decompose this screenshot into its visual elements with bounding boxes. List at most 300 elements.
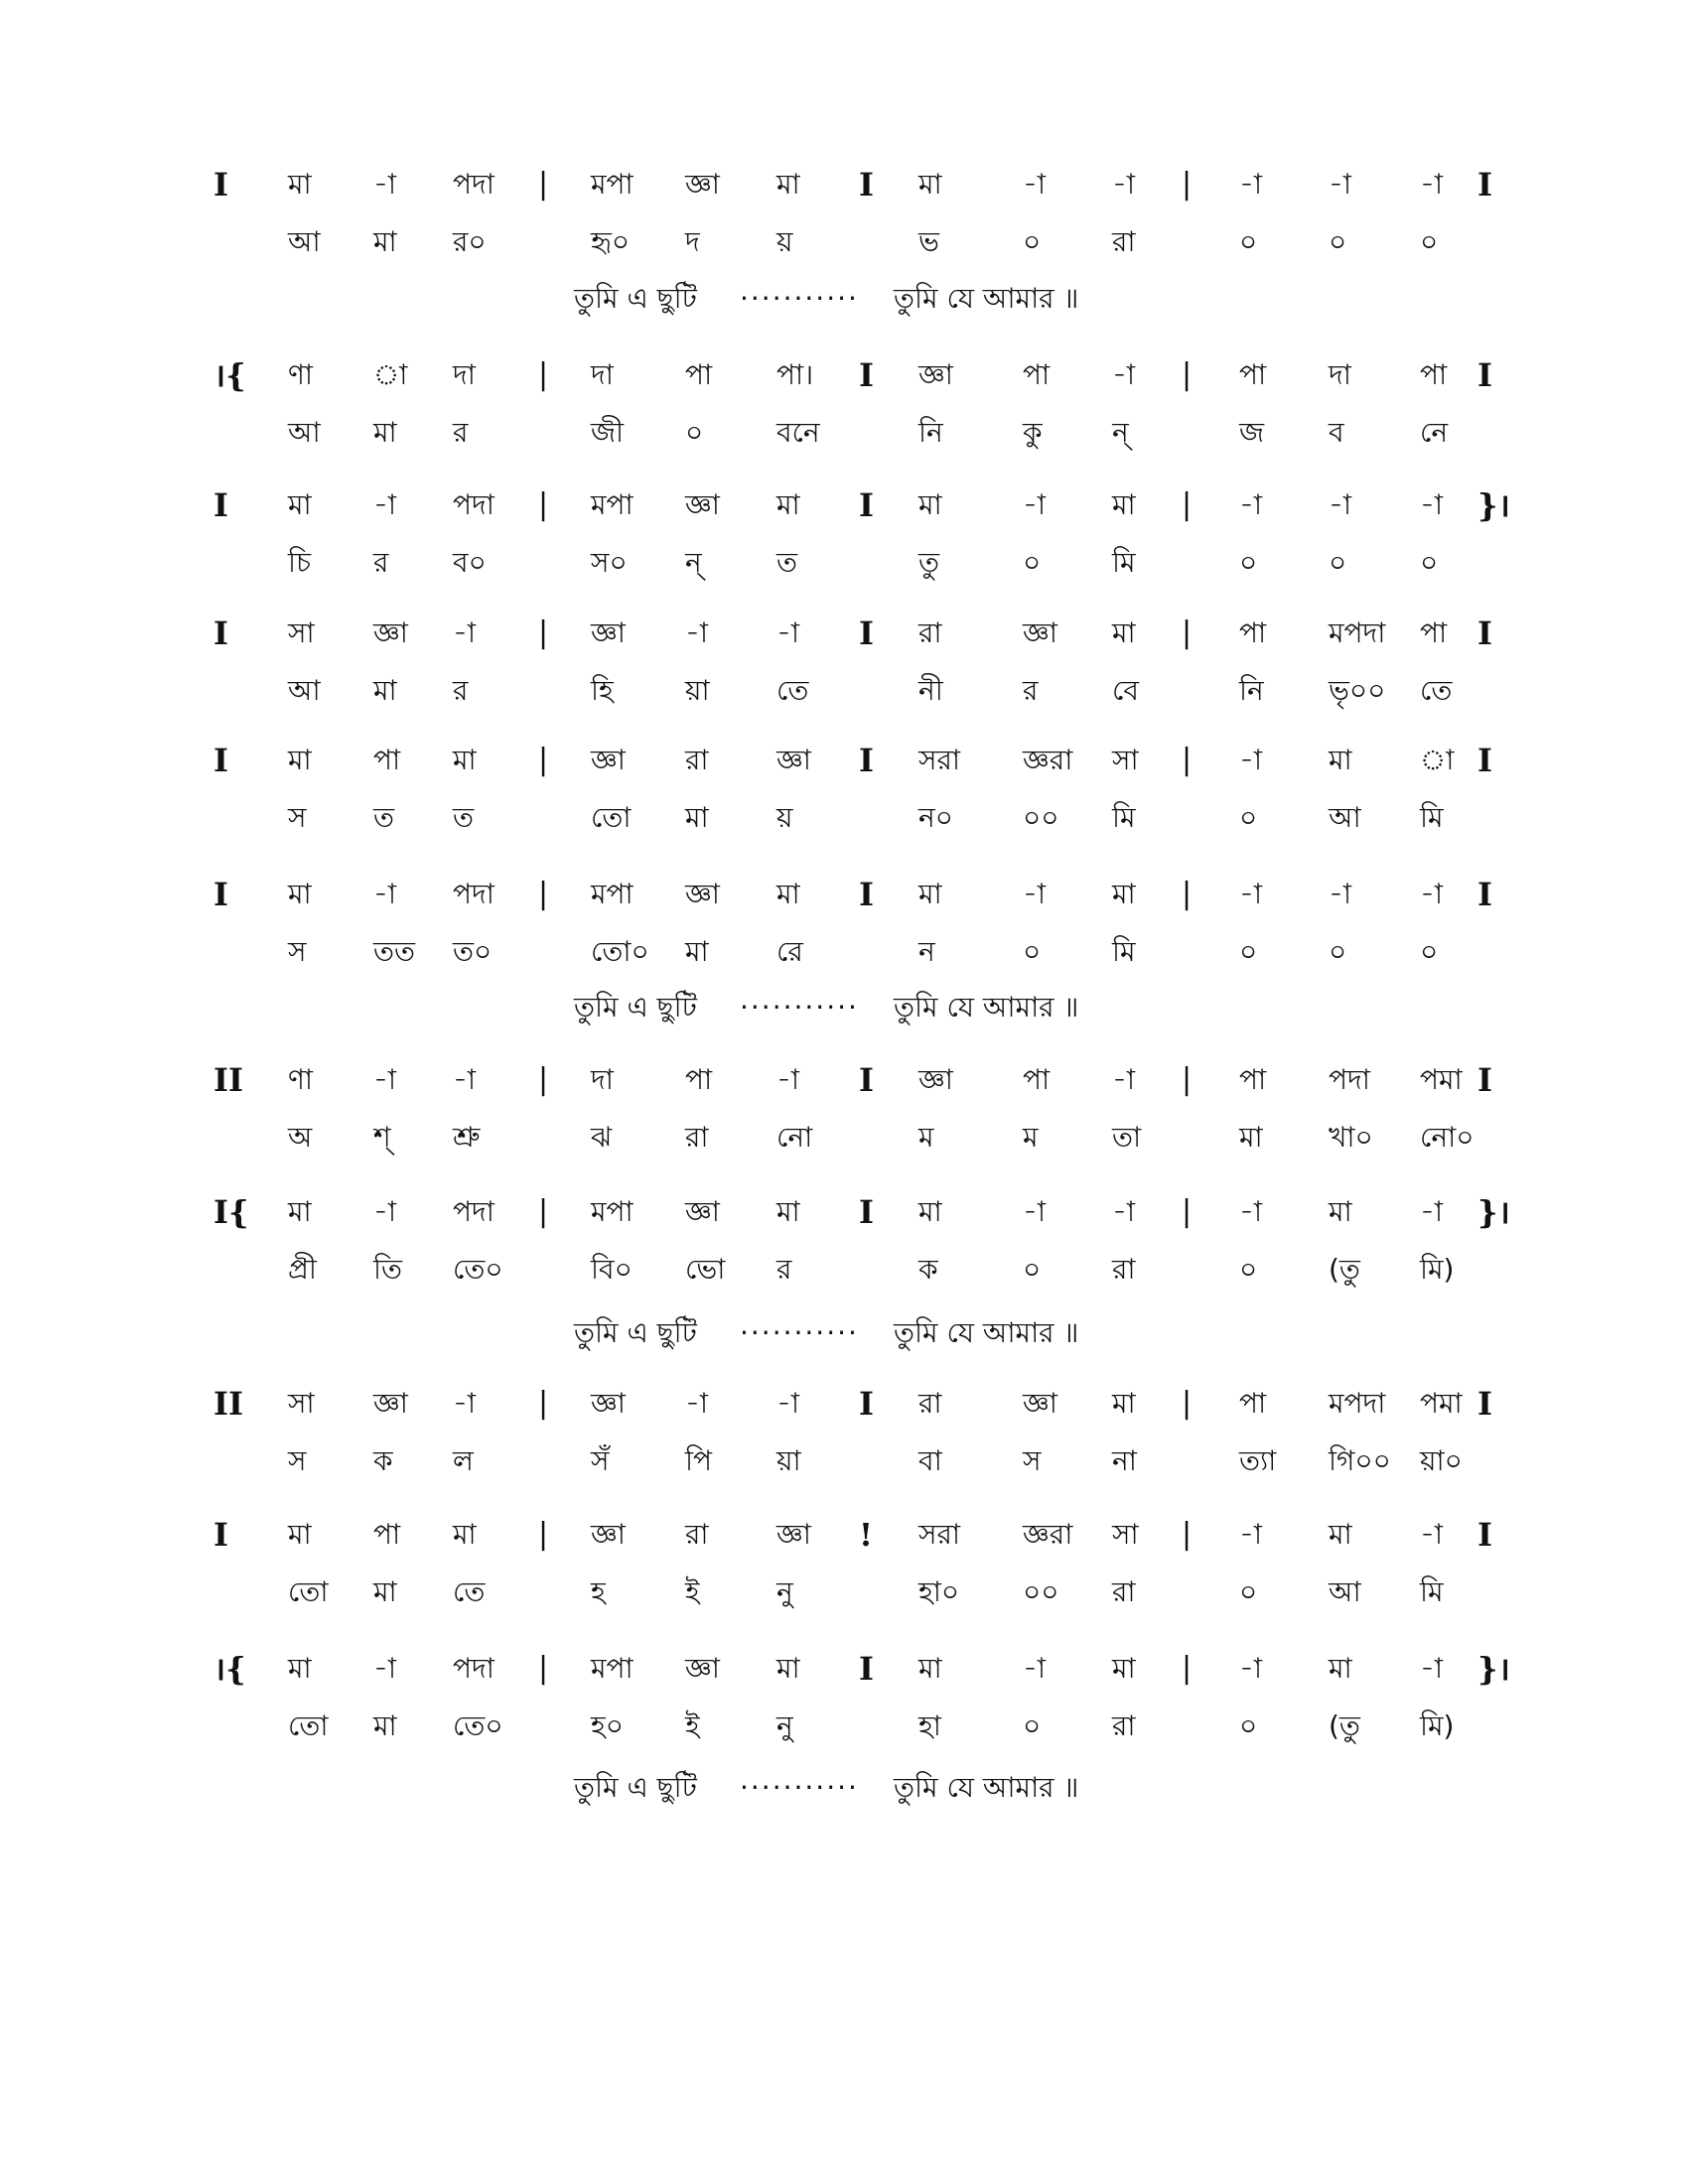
- lyric-syllable: মি: [1112, 935, 1136, 968]
- measure-bar: I: [859, 1650, 874, 1688]
- swara-note: মা: [776, 488, 800, 521]
- swara-note: পা: [1420, 358, 1448, 391]
- swara-note: -া: [453, 616, 477, 649]
- swara-note: -া: [1329, 168, 1352, 201]
- beat-divider: |: [538, 1651, 549, 1686]
- lyric-syllable: মি: [1420, 1575, 1444, 1608]
- lyric-syllable: তি: [373, 1253, 403, 1286]
- swara-note: জ্ঞা: [685, 1652, 720, 1685]
- lyric-syllable: ০: [1023, 1709, 1042, 1742]
- swara-note: পা: [685, 1063, 713, 1096]
- lyric-syllable: ০: [1239, 801, 1258, 834]
- beat-divider: |: [1182, 167, 1193, 202]
- swara-row: [0, 608, 1688, 659]
- lyric-syllable: ০: [1023, 225, 1042, 258]
- refrain-line: [0, 1308, 1688, 1358]
- lyric-syllable: ০: [1239, 1253, 1258, 1286]
- measure-bar: I: [859, 1385, 874, 1423]
- beat-divider: |: [538, 1194, 549, 1229]
- swara-note: সরা: [918, 1518, 961, 1551]
- lyric-syllable: শ্: [373, 1121, 391, 1154]
- lyric-syllable: ০: [1420, 935, 1439, 968]
- lyric-syllable: চি: [288, 546, 312, 579]
- lyric-syllable: নী: [918, 674, 943, 707]
- lyric-syllable: হা০: [918, 1575, 960, 1608]
- swara-note: -া: [373, 488, 397, 521]
- lyric-syllable: তো: [591, 801, 632, 834]
- lyric-syllable: মা: [373, 225, 397, 258]
- swara-note: মা: [776, 878, 800, 910]
- lyric-syllable: তে: [453, 1575, 486, 1608]
- swara-note: মপদা: [1329, 1387, 1386, 1420]
- swara-note: -া: [1420, 878, 1444, 910]
- swara-note: মা: [453, 744, 477, 776]
- lyric-syllable: নি: [1239, 674, 1264, 707]
- swara-row: [0, 1643, 1688, 1695]
- lyric-row: [0, 1567, 1688, 1618]
- measure-bar: I: [859, 486, 874, 524]
- start-marker: I: [213, 486, 228, 524]
- swara-note: মা: [918, 168, 942, 201]
- swara-note: -া: [1112, 358, 1136, 391]
- swara-note: সা: [288, 616, 315, 649]
- lyric-syllable: তো: [288, 1575, 329, 1608]
- lyric-syllable: আ: [288, 674, 321, 707]
- lyric-syllable: আ: [288, 416, 321, 449]
- start-marker: I: [213, 614, 228, 652]
- end-marker: I: [1477, 1516, 1492, 1554]
- swara-row: [0, 1509, 1688, 1561]
- swara-note: জ্ঞরা: [1023, 1518, 1073, 1551]
- swara-note: মা: [1329, 1518, 1352, 1551]
- swara-note: মা: [288, 1518, 312, 1551]
- swara-note: মা: [776, 1195, 800, 1228]
- lyric-syllable: ব০: [453, 546, 487, 579]
- lyric-syllable: মি): [1420, 1709, 1455, 1742]
- beat-divider: |: [538, 743, 549, 777]
- swara-note: -া: [1420, 168, 1444, 201]
- lyric-syllable: ভো: [685, 1253, 726, 1286]
- lyric-syllable: ০: [1329, 935, 1347, 968]
- refrain-dots: ···········: [740, 282, 859, 315]
- swara-note: জ্ঞা: [918, 1063, 953, 1096]
- start-marker: II: [213, 1061, 243, 1099]
- swara-note: জ্ঞরা: [1023, 744, 1073, 776]
- swara-note: -া: [373, 1652, 397, 1685]
- refrain-end: তুমি যে আমার ॥: [894, 991, 1079, 1024]
- measure-bar: I: [859, 1193, 874, 1231]
- swara-note: সা: [1112, 744, 1139, 776]
- lyric-row: [0, 407, 1688, 459]
- start-marker: I{: [213, 1193, 249, 1231]
- swara-note: -া: [373, 1195, 397, 1228]
- lyric-syllable: ০: [685, 416, 704, 449]
- swara-row: [0, 159, 1688, 210]
- beat-divider: |: [538, 487, 549, 522]
- swara-note: জ্ঞা: [373, 1387, 408, 1420]
- start-marker: I: [213, 876, 228, 913]
- swara-note: জ্ঞা: [1023, 1387, 1057, 1420]
- start-marker: I: [213, 1516, 228, 1554]
- lyric-syllable: য়: [776, 225, 793, 258]
- swara-note: পা: [1239, 616, 1267, 649]
- swara-note: জ্ঞা: [591, 744, 626, 776]
- lyric-syllable: গি০০: [1329, 1444, 1391, 1477]
- lyric-syllable: য়া: [685, 674, 710, 707]
- start-marker: I: [213, 742, 228, 779]
- lyric-syllable: ন্: [685, 546, 702, 579]
- lyric-syllable: ই: [685, 1575, 700, 1608]
- swara-note: -া: [1112, 168, 1136, 201]
- lyric-syllable: স: [288, 935, 307, 968]
- lyric-syllable: আ: [1329, 1575, 1361, 1608]
- swara-note: -া: [1023, 1652, 1047, 1685]
- lyric-syllable: য়া: [776, 1444, 801, 1477]
- swara-note: পদা: [453, 168, 494, 201]
- swara-note: জ্ঞা: [591, 616, 626, 649]
- swara-note: সা: [288, 1387, 315, 1420]
- lyric-syllable: রা: [1112, 1253, 1136, 1286]
- lyric-syllable: ভ: [918, 225, 939, 258]
- swara-note: জ্ঞা: [373, 616, 408, 649]
- beat-divider: |: [1182, 1062, 1193, 1097]
- swara-note: -া: [1239, 1518, 1263, 1551]
- start-marker: II: [213, 1385, 243, 1423]
- swara-note: -া: [1023, 878, 1047, 910]
- swara-note: জ্ঞা: [776, 744, 811, 776]
- measure-bar: I: [859, 166, 874, 204]
- swara-note: -া: [1112, 1195, 1136, 1228]
- measure-bar: I: [859, 1061, 874, 1099]
- swara-note: মপা: [591, 1195, 633, 1228]
- refrain-end: তুমি যে আমার ॥: [894, 282, 1079, 315]
- lyric-syllable: ক: [373, 1444, 393, 1477]
- beat-divider: |: [538, 877, 549, 911]
- beat-divider: |: [1182, 615, 1193, 650]
- beat-divider: |: [1182, 1517, 1193, 1552]
- end-marker: I: [1477, 356, 1492, 394]
- swara-note: ণা: [288, 1063, 314, 1096]
- lyric-syllable: মি: [1420, 801, 1444, 834]
- swara-note: -া: [1420, 488, 1444, 521]
- lyric-row: [0, 216, 1688, 268]
- lyric-syllable: ম: [1023, 1121, 1039, 1154]
- lyric-syllable: মি): [1420, 1253, 1455, 1286]
- beat-divider: |: [538, 615, 549, 650]
- lyric-syllable: তে: [776, 674, 809, 707]
- swara-note: জ্ঞা: [685, 878, 720, 910]
- refrain-line: [0, 274, 1688, 324]
- lyric-syllable: সঁ: [591, 1444, 610, 1477]
- lyric-syllable: স: [1023, 1444, 1042, 1477]
- lyric-syllable: আ: [288, 225, 321, 258]
- lyric-syllable: নি: [918, 416, 943, 449]
- swara-note: া: [1420, 744, 1455, 776]
- swara-note: -া: [1329, 488, 1352, 521]
- swara-note: -া: [776, 1063, 800, 1096]
- lyric-syllable: ভৃ০০: [1329, 674, 1386, 707]
- refrain-start: তুমি এ ছুটি: [574, 1316, 697, 1349]
- swara-note: পা: [1239, 1063, 1267, 1096]
- lyric-syllable: দ: [685, 225, 700, 258]
- swara-note: মা: [918, 1195, 942, 1228]
- lyric-syllable: ০: [1239, 1709, 1258, 1742]
- swara-note: রা: [685, 1518, 709, 1551]
- end-marker: I: [1477, 166, 1492, 204]
- lyric-syllable: ০: [1420, 225, 1439, 258]
- lyric-syllable: জ: [1239, 416, 1265, 449]
- end-marker: }।: [1477, 1650, 1510, 1688]
- swara-note: মা: [288, 878, 312, 910]
- lyric-syllable: ০: [1023, 546, 1042, 579]
- swara-note: -া: [1239, 168, 1263, 201]
- lyric-syllable: রে: [776, 935, 803, 968]
- lyric-syllable: স: [288, 1444, 307, 1477]
- beat-divider: |: [1182, 357, 1193, 392]
- lyric-syllable: হা: [918, 1709, 941, 1742]
- swara-note: দা: [591, 1063, 614, 1096]
- swara-note: পা: [1023, 358, 1051, 391]
- swara-note: -া: [1112, 1063, 1136, 1096]
- swara-note: মা: [1329, 744, 1352, 776]
- swara-note: মা: [1112, 616, 1136, 649]
- lyric-syllable: শ্রু: [453, 1121, 481, 1154]
- swara-note: জ্ঞা: [918, 358, 953, 391]
- beat-divider: |: [538, 1517, 549, 1552]
- beat-divider: |: [538, 357, 549, 392]
- lyric-syllable: ত: [373, 801, 395, 834]
- swara-note: -া: [1420, 1195, 1444, 1228]
- end-marker: }।: [1477, 486, 1510, 524]
- lyric-syllable: মা: [373, 1575, 397, 1608]
- lyric-syllable: ত: [776, 546, 798, 579]
- swara-note: মা: [918, 878, 942, 910]
- beat-divider: |: [1182, 1194, 1193, 1229]
- swara-note: পা: [1239, 358, 1267, 391]
- end-marker: I: [1477, 876, 1492, 913]
- swara-note: সরা: [918, 744, 961, 776]
- lyric-row: [0, 926, 1688, 978]
- lyric-syllable: র: [453, 416, 469, 449]
- lyric-syllable: ঝ: [591, 1121, 613, 1154]
- lyric-syllable: হ: [591, 1575, 606, 1608]
- lyric-syllable: নে: [1420, 416, 1449, 449]
- end-marker: I: [1477, 1385, 1492, 1423]
- lyric-syllable: ত০: [453, 935, 492, 968]
- swara-note: -া: [1420, 1652, 1444, 1685]
- refrain-line: [0, 983, 1688, 1032]
- beat-divider: |: [1182, 877, 1193, 911]
- lyric-syllable: বা: [918, 1444, 942, 1477]
- lyric-syllable: ০: [1329, 546, 1347, 579]
- lyric-syllable: য়: [776, 801, 793, 834]
- swara-note: জ্ঞা: [685, 1195, 720, 1228]
- lyric-syllable: তো: [288, 1709, 329, 1742]
- swara-note: মা: [288, 488, 312, 521]
- lyric-syllable: ০০: [1023, 1575, 1059, 1608]
- lyric-syllable: (তু: [1329, 1253, 1360, 1286]
- lyric-syllable: পি: [685, 1444, 713, 1477]
- beat-divider: |: [538, 1386, 549, 1421]
- swara-note: -া: [1239, 488, 1263, 521]
- swara-note: মপা: [591, 488, 633, 521]
- swara-row: [0, 479, 1688, 531]
- measure-bar: I: [859, 614, 874, 652]
- lyric-syllable: খা০: [1329, 1121, 1373, 1154]
- lyric-syllable: ল: [453, 1444, 474, 1477]
- lyric-syllable: তে০: [453, 1253, 503, 1286]
- beat-divider: |: [538, 1062, 549, 1097]
- swara-note: মপদা: [1329, 616, 1386, 649]
- swara-note: দা: [453, 358, 476, 391]
- swara-note: -া: [453, 1387, 477, 1420]
- lyric-syllable: তত: [373, 935, 416, 968]
- lyric-syllable: ন্: [1112, 416, 1129, 449]
- lyric-syllable: তো০: [591, 935, 649, 968]
- start-marker: ।{: [213, 1650, 246, 1688]
- lyric-syllable: র: [776, 1253, 792, 1286]
- beat-divider: |: [1182, 1386, 1193, 1421]
- start-marker: I: [213, 166, 228, 204]
- lyric-row: [0, 1244, 1688, 1296]
- lyric-syllable: রা: [1112, 1709, 1136, 1742]
- refrain-line: [0, 1763, 1688, 1813]
- lyric-syllable: ত: [453, 801, 475, 834]
- refrain-dots: ···········: [740, 1316, 859, 1349]
- swara-note: জ্ঞা: [1023, 616, 1057, 649]
- lyric-syllable: ম: [918, 1121, 934, 1154]
- end-marker: I: [1477, 614, 1492, 652]
- lyric-syllable: ক: [918, 1253, 938, 1286]
- swara-note: মা: [288, 1195, 312, 1228]
- lyric-syllable: আ: [1329, 801, 1361, 834]
- beat-divider: |: [1182, 743, 1193, 777]
- swara-note: মপা: [591, 878, 633, 910]
- lyric-syllable: স০: [591, 546, 628, 579]
- end-marker: }।: [1477, 1193, 1510, 1231]
- beat-divider: |: [1182, 487, 1193, 522]
- lyric-syllable: প্রী: [288, 1253, 317, 1286]
- lyric-syllable: ই: [685, 1709, 700, 1742]
- lyric-syllable: মা: [685, 801, 709, 834]
- swara-note: মা: [918, 1652, 942, 1685]
- lyric-row: [0, 665, 1688, 717]
- swara-note: মা: [776, 1652, 800, 1685]
- start-marker: ।{: [213, 356, 246, 394]
- beat-divider: |: [1182, 1651, 1193, 1686]
- swara-note: রা: [685, 744, 709, 776]
- swara-note: মা: [1112, 1652, 1136, 1685]
- swara-row: [0, 869, 1688, 920]
- swara-note: পমা: [1420, 1387, 1463, 1420]
- lyric-syllable: নু: [776, 1709, 793, 1742]
- swara-note: পা: [373, 744, 401, 776]
- lyric-syllable: মা: [373, 416, 397, 449]
- lyric-syllable: তে: [1420, 674, 1453, 707]
- swara-note: মা: [776, 168, 800, 201]
- swara-note: মপা: [591, 168, 633, 201]
- swara-note: জ্ঞা: [685, 168, 720, 201]
- swara-note: -া: [1239, 744, 1263, 776]
- lyric-syllable: মি: [1112, 546, 1136, 579]
- lyric-syllable: ০০: [1023, 801, 1059, 834]
- lyric-syllable: রা: [1112, 1575, 1136, 1608]
- swara-note: জ্ঞা: [776, 1518, 811, 1551]
- swara-note: -া: [1023, 168, 1047, 201]
- swara-note: মা: [1112, 1387, 1136, 1420]
- lyric-syllable: তা: [1112, 1121, 1142, 1154]
- lyric-syllable: মা: [373, 1709, 397, 1742]
- lyric-row: [0, 537, 1688, 589]
- swara-note: -া: [1023, 1195, 1047, 1228]
- lyric-syllable: ০: [1239, 935, 1258, 968]
- lyric-syllable: (তু: [1329, 1709, 1360, 1742]
- swara-note: -া: [1239, 1195, 1263, 1228]
- swara-note: জ্ঞা: [591, 1387, 626, 1420]
- swara-note: -া: [1420, 1518, 1444, 1551]
- lyric-syllable: বি০: [591, 1253, 633, 1286]
- lyric-syllable: অ: [288, 1121, 313, 1154]
- swara-note: মা: [288, 1652, 312, 1685]
- swara-note: পদা: [453, 488, 494, 521]
- lyric-syllable: ত্যা: [1239, 1444, 1277, 1477]
- swara-note: -া: [1239, 878, 1263, 910]
- swara-note: পদা: [1329, 1063, 1370, 1096]
- lyric-row: [0, 1701, 1688, 1752]
- lyric-syllable: ০: [1239, 1575, 1258, 1608]
- lyric-syllable: হি: [591, 674, 614, 707]
- swara-note: মা: [288, 168, 312, 201]
- swara-note: পদা: [453, 1195, 494, 1228]
- lyric-syllable: নু: [776, 1575, 793, 1608]
- refrain-start: তুমি এ ছুটি: [574, 991, 697, 1024]
- lyric-syllable: না: [1112, 1444, 1137, 1477]
- swara-note: পদা: [453, 878, 494, 910]
- lyric-syllable: বনে: [776, 416, 820, 449]
- swara-note: পা।: [776, 358, 814, 391]
- swara-note: পা: [685, 358, 713, 391]
- swara-note: -া: [1023, 488, 1047, 521]
- swara-note: মা: [288, 744, 312, 776]
- swara-note: মপা: [591, 1652, 633, 1685]
- lyric-syllable: জী: [591, 416, 625, 449]
- lyric-syllable: ০: [1023, 1253, 1042, 1286]
- swara-row: [0, 1054, 1688, 1106]
- lyric-syllable: স: [288, 801, 307, 834]
- measure-bar: !: [859, 1516, 874, 1554]
- swara-note: পমা: [1420, 1063, 1463, 1096]
- swara-note: পা: [1239, 1387, 1267, 1420]
- lyric-syllable: র: [373, 546, 389, 579]
- lyric-row: [0, 1435, 1688, 1487]
- swara-note: -া: [776, 616, 800, 649]
- lyric-syllable: ০: [1420, 546, 1439, 579]
- beat-divider: |: [538, 167, 549, 202]
- swara-note: রা: [918, 616, 942, 649]
- swara-note: ণা: [288, 358, 314, 391]
- lyric-syllable: বে: [1112, 674, 1139, 707]
- swara-note: পা: [1023, 1063, 1051, 1096]
- refrain-dots: ···········: [740, 1771, 859, 1804]
- swara-note: মা: [918, 488, 942, 521]
- swara-note: -া: [776, 1387, 800, 1420]
- swara-note: রা: [918, 1387, 942, 1420]
- lyric-syllable: রা: [685, 1121, 709, 1154]
- swara-note: -া: [453, 1063, 477, 1096]
- lyric-syllable: র০: [453, 225, 487, 258]
- swara-note: পা: [373, 1518, 401, 1551]
- swara-note: দা: [1329, 358, 1351, 391]
